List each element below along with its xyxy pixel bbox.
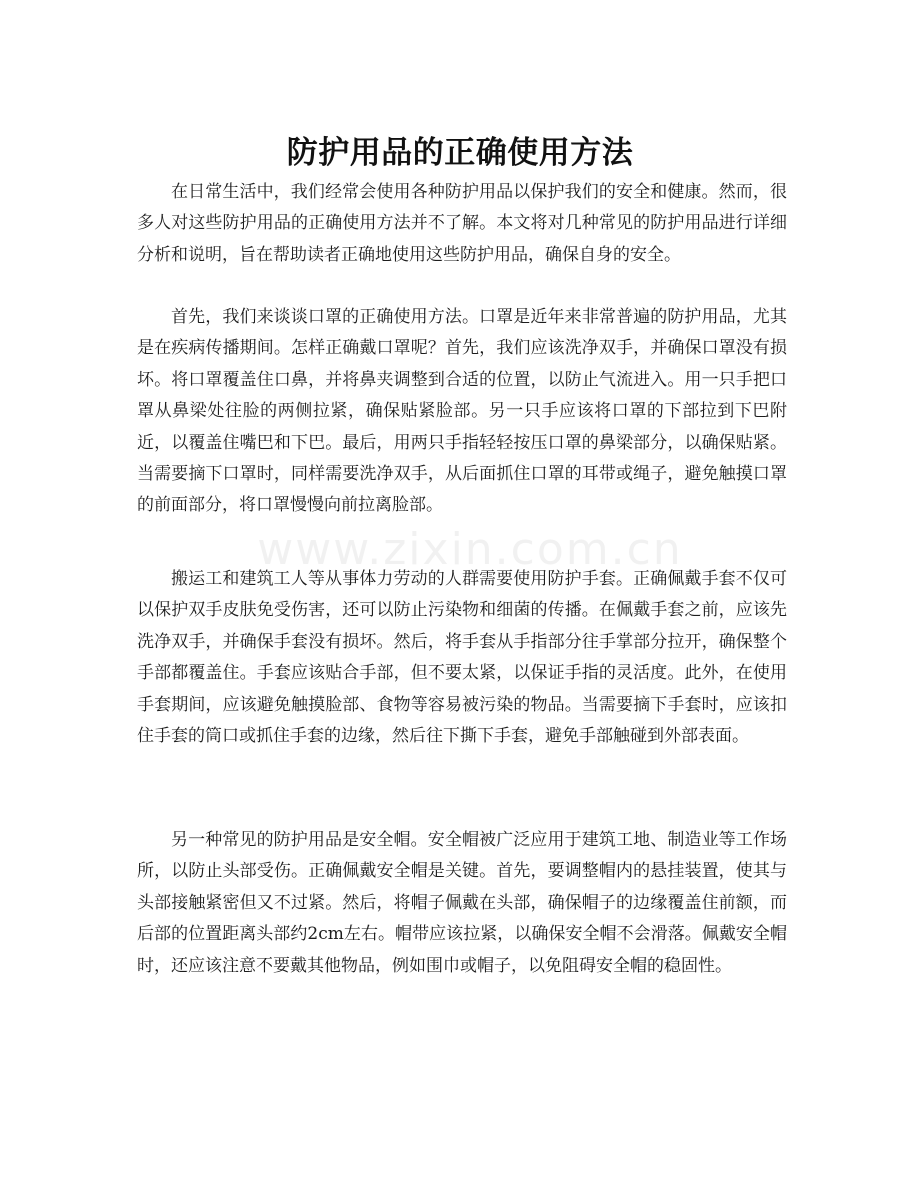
- paragraph-gloves: 搬运工和建筑工人等从事体力劳动的人群需要使用防护手套。正确佩戴手套不仅可以保护双手皮肤免受伤害，还可以防止污染物和细菌的传播。在佩戴手套之前，应该先洗净双手，并确保手套没有损坏。然后，将手套从手指部分往手掌部分拉开，确保整个手部都覆盖住。手套应该贴合手部，但不要太紧，以保证手指的灵活度。此外，在使用手套期间，应该避免触摸脸部、食物等容易被污染的物品。当需要摘下手套时，应该扣住手套的筒口或抓住手套的边缘，然后往下撕下手套，避免手部触碰到外部表面。: [137, 569, 787, 747]
- paragraph-mask: 首先，我们来谈谈口罩的正确使用方法。口罩是近年来非常普遍的防护用品，尤其是在疾病传播期间。怎样正确戴口罩呢？首先，我们应该洗净双手，并确保口罩没有损坏。将口罩覆盖住口鼻，并将鼻夹调整到合适的位置，以防止气流进入。用一只手把口罩从鼻梁处往脸的两侧拉紧，确保贴紧脸部。另一只手应该将口罩的下部拉到下巴附近，以覆盖住嘴巴和下巴。最后，用两只手指轻轻按压口罩的鼻梁部分，以确保贴紧。当需要摘下口罩时，同样需要洗净双手，从后面抓住口罩的耳带或绳子，避免触摸口罩的前面部分，将口罩慢慢向前拉离脸部。: [137, 307, 787, 516]
- paragraph-helmet: 另一种常见的防护用品是安全帽。安全帽被广泛应用于建筑工地、制造业等工作场所，以防止头部受伤。正确佩戴安全帽是关键。首先，要调整帽内的悬挂装置，使其与头部接触紧密但又不过紧。然后，将帽子佩戴在头部，确保帽子的边缘覆盖住前额，而后部的位置距离头部约2cm左右。帽带应该拉紧，以确保安全帽不会滑落。佩戴安全帽时，还应该注意不要戴其他物品，例如围巾或帽子，以免阻碍安全帽的稳固性。: [137, 830, 787, 976]
- document-title: 防护用品的正确使用方法: [286, 134, 634, 171]
- watermark: www.zixin.com.cn: [257, 524, 683, 575]
- paragraph-intro: 在日常生活中，我们经常会使用各种防护用品以保护我们的安全和健康。然而，很多人对这些防护用品的正确使用方法并不了解。本文将对几种常见的防护用品进行详细分析和说明，旨在帮助读者正确地使用这些防护用品，确保自身的安全。: [137, 182, 787, 265]
